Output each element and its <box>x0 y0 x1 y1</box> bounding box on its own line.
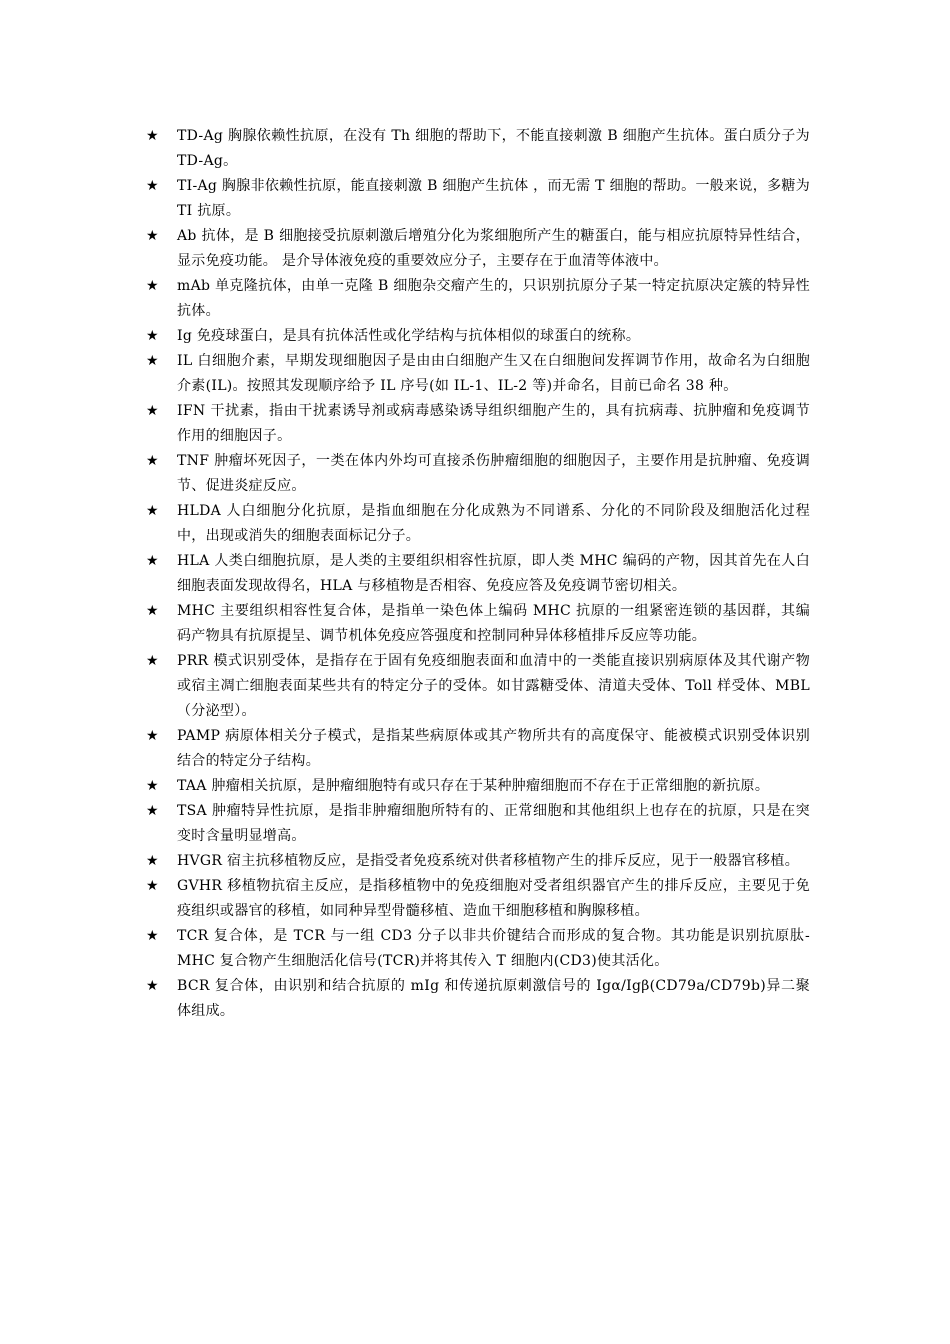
term-item <box>146 174 810 224</box>
term-item <box>146 349 810 399</box>
term-item <box>146 724 810 774</box>
term-text: HLA 人类白细胞抗原，是人类的主要组织相容性抗原，即人类 MHC 编码的产物，因其首先在人白细胞表面发现故得名，HLA 与移植物是否相容、免疫应答及免疫调节密切相关。 <box>177 553 810 594</box>
term-text: TNF 肿瘤坏死因子，一类在体内外均可直接杀伤肿瘤细胞的细胞因子，主要作用是抗肿瘤、免疫调节、促进炎症反应。 <box>177 453 810 494</box>
term-item <box>146 799 810 849</box>
star-bullet-icon: ★ <box>146 778 159 794</box>
term-text: IL 白细胞介素，早期发现细胞因子是由由白细胞产生又在白细胞间发挥调节作用，故命名为白细胞介素(IL)。按照其发现顺序给予 IL 序号(如 IL-1、IL-2 等)并命名，目前已命名 38 种。 <box>177 353 810 394</box>
term-item <box>146 549 810 599</box>
star-bullet-icon: ★ <box>146 978 159 994</box>
term-item <box>146 399 810 449</box>
star-bullet-icon: ★ <box>146 878 159 894</box>
term-text: PAMP 病原体相关分子模式，是指某些病原体或其产物所共有的高度保守、能被模式识别受体识别结合的特定分子结构。 <box>177 728 810 769</box>
term-item <box>146 224 810 274</box>
star-bullet-icon: ★ <box>146 653 159 669</box>
star-bullet-icon: ★ <box>146 228 159 244</box>
star-bullet-icon: ★ <box>146 403 159 419</box>
star-bullet-icon: ★ <box>146 553 159 569</box>
term-text: TD-Ag 胸腺依赖性抗原，在没有 Th 细胞的帮助下，不能直接刺激 B 细胞产生抗体。蛋白质分子为 TD-Ag。 <box>177 128 810 169</box>
term-item <box>146 324 810 349</box>
term-item <box>146 124 810 174</box>
star-bullet-icon: ★ <box>146 603 159 619</box>
term-text: HLDA 人白细胞分化抗原，是指血细胞在分化成熟为不同谱系、分化的不同阶段及细胞活化过程中，出现或消失的细胞表面标记分子。 <box>177 503 810 544</box>
term-text: IFN 干扰素，指由干扰素诱导剂或病毒感染诱导组织细胞产生的，具有抗病毒、抗肿瘤和免疫调节作用的细胞因子。 <box>177 403 810 444</box>
term-item <box>146 849 810 874</box>
term-text: Ab 抗体，是 B 细胞接受抗原刺激后增殖分化为浆细胞所产生的糖蛋白，能与相应抗原特异性结合，显示免疫功能。 是介导体液免疫的重要效应分子，主要存在于血清等体液中。 <box>177 228 810 269</box>
term-text: mAb 单克隆抗体，由单一克隆 B 细胞杂交瘤产生的，只识别抗原分子某一特定抗原决定簇的特异性抗体。 <box>177 278 810 319</box>
term-text: Ig 免疫球蛋白，是具有抗体活性或化学结构与抗体相似的球蛋白的统称。 <box>177 328 641 344</box>
term-text: HVGR 宿主抗移植物反应，是指受者免疫系统对供者移植物产生的排斥反应，见于一般器官移植。 <box>177 853 799 869</box>
term-item <box>146 599 810 649</box>
term-list <box>146 124 810 1024</box>
star-bullet-icon: ★ <box>146 503 159 519</box>
star-bullet-icon: ★ <box>146 328 159 344</box>
term-item <box>146 774 810 799</box>
star-bullet-icon: ★ <box>146 453 159 469</box>
star-bullet-icon: ★ <box>146 128 159 144</box>
star-bullet-icon: ★ <box>146 353 159 369</box>
term-item <box>146 499 810 549</box>
term-item <box>146 649 810 724</box>
term-text: TCR 复合体，是 TCR 与一组 CD3 分子以非共价键结合而形成的复合物。其功能是识别抗原肽-MHC 复合物产生细胞活化信号(TCR)并将其传入 T 细胞内(CD3)使其活化。 <box>177 928 810 969</box>
star-bullet-icon: ★ <box>146 803 159 819</box>
star-bullet-icon: ★ <box>146 928 159 944</box>
term-item <box>146 974 810 1024</box>
term-text: TAA 肿瘤相关抗原，是肿瘤细胞特有或只存在于某种肿瘤细胞而不存在于正常细胞的新抗原。 <box>177 778 770 794</box>
term-text: GVHR 移植物抗宿主反应，是指移植物中的免疫细胞对受者组织器官产生的排斥反应，主要见于免疫组织或器官的移植，如同种异型骨髓移植、造血干细胞移植和胸腺移植。 <box>177 878 810 919</box>
star-bullet-icon: ★ <box>146 728 159 744</box>
term-item <box>146 924 810 974</box>
term-item <box>146 874 810 924</box>
term-text: TSA 肿瘤特异性抗原，是指非肿瘤细胞所特有的、正常细胞和其他组织上也存在的抗原，只是在突变时含量明显增高。 <box>177 803 810 844</box>
star-bullet-icon: ★ <box>146 178 159 194</box>
term-text: TI-Ag 胸腺非依赖性抗原，能直接刺激 B 细胞产生抗体 ，而无需 T 细胞的帮助。一般来说，多糖为 TI 抗原。 <box>177 178 810 219</box>
term-item <box>146 274 810 324</box>
star-bullet-icon: ★ <box>146 853 159 869</box>
star-bullet-icon: ★ <box>146 278 159 294</box>
term-text: MHC 主要组织相容性复合体，是指单一染色体上编码 MHC 抗原的一组紧密连锁的基因群，其编码产物具有抗原提呈、调节机体免疫应答强度和控制同种异体移植排斥反应等功能。 <box>177 603 810 644</box>
term-item <box>146 449 810 499</box>
term-text: PRR 模式识别受体，是指存在于固有免疫细胞表面和血清中的一类能直接识别病原体及其代谢产物或宿主凋亡细胞表面某些共有的特定分子的受体。如甘露糖受体、清道夫受体、Toll 样受体、MBL（分泌型）。 <box>177 653 810 719</box>
term-text: BCR 复合体，由识别和结合抗原的 mIg 和传递抗原刺激信号的 Igα/Igβ(CD79a/CD79b)异二聚体组成。 <box>177 978 810 1019</box>
